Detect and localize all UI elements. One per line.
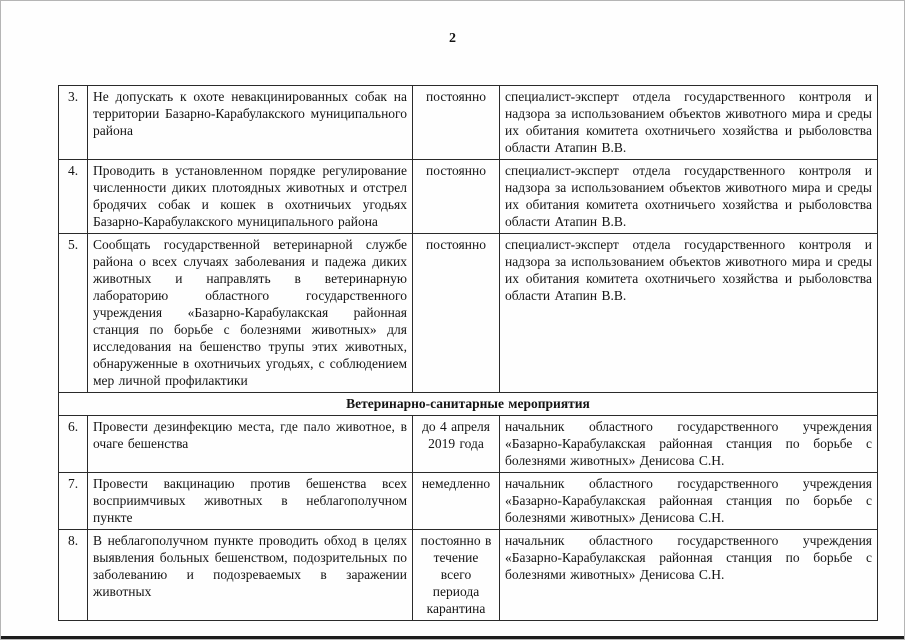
action-cell: Провести вакцинацию против бешенства всех восприимчивых животных в неблагополучном пункте <box>88 473 413 530</box>
row-number: 8. <box>59 530 88 621</box>
row-number: 5. <box>59 234 88 393</box>
deadline-cell: до 4 апреля 2019 года <box>413 416 500 473</box>
table-row <box>59 86 878 160</box>
responsible-cell: начальник областного государственного учреждения «Базарно-Карабулакская районная станция по борьбе с болезнями животных» Денисова С.Н. <box>500 473 878 530</box>
scan-edge-artifact <box>1 636 904 639</box>
table-row <box>59 473 878 530</box>
deadline-cell: немедленно <box>413 473 500 530</box>
responsible-cell: специалист-эксперт отдела государственного контроля и надзора за использованием объектов животного мира и среды их обитания комитета охотничьего хозяйства и рыболовства области Атапин В.В. <box>500 234 878 393</box>
action-cell: Сообщать государственной ветеринарной службе района о всех случаях заболевания и падежа диких животных и направлять в ветеринарную лабораторию областного государственного учреждения «Базарно-Карабулакская районная станция по борьбе с болезнями животных» для исследования на бешенство трупы этих животных, обнаруженные в охотничьих угодьях, с соблюдением мер личной профилактики <box>88 234 413 393</box>
page-number: 2 <box>449 31 456 46</box>
responsible-cell: начальник областного государственного учреждения «Базарно-Карабулакская районная станция по борьбе с болезнями животных» Денисова С.Н. <box>500 530 878 621</box>
responsible-cell: начальник областного государственного учреждения «Базарно-Карабулакская районная станция по борьбе с болезнями животных» Денисова С.Н. <box>500 416 878 473</box>
table-row <box>59 234 878 393</box>
row-number: 3. <box>59 86 88 160</box>
row-number: 4. <box>59 160 88 234</box>
action-cell: Не допускать к охоте невакцинированных собак на территории Базарно-Карабулакского муниципального района <box>88 86 413 160</box>
table-row <box>59 160 878 234</box>
section-header: Ветеринарно-санитарные мероприятия <box>59 393 878 416</box>
row-number: 7. <box>59 473 88 530</box>
action-cell: В неблагополучном пункте проводить обход в целях выявления больных бешенством, подозрительных по заболеванию и подозреваемых в заражении животных <box>88 530 413 621</box>
plan-table <box>58 85 878 621</box>
deadline-cell: постоянно в течение всего периода карантина <box>413 530 500 621</box>
action-cell: Провести дезинфекцию места, где пало животное, в очаге бешенства <box>88 416 413 473</box>
action-cell: Проводить в установленном порядке регулирование численности диких плотоядных животных и отстрел бродячих собак и кошек в охотничьих угодьях Базарно-Карабулакского муниципального района <box>88 160 413 234</box>
section-header-row <box>59 393 878 416</box>
row-number: 6. <box>59 416 88 473</box>
table-row <box>59 530 878 621</box>
responsible-cell: специалист-эксперт отдела государственного контроля и надзора за использованием объектов животного мира и среды их обитания комитета охотничьего хозяйства и рыболовства области Атапин В.В. <box>500 86 878 160</box>
table-row <box>59 416 878 473</box>
deadline-cell: постоянно <box>413 160 500 234</box>
responsible-cell: специалист-эксперт отдела государственного контроля и надзора за использованием объектов животного мира и среды их обитания комитета охотничьего хозяйства и рыболовства области Атапин В.В. <box>500 160 878 234</box>
deadline-cell: постоянно <box>413 86 500 160</box>
deadline-cell: постоянно <box>413 234 500 393</box>
